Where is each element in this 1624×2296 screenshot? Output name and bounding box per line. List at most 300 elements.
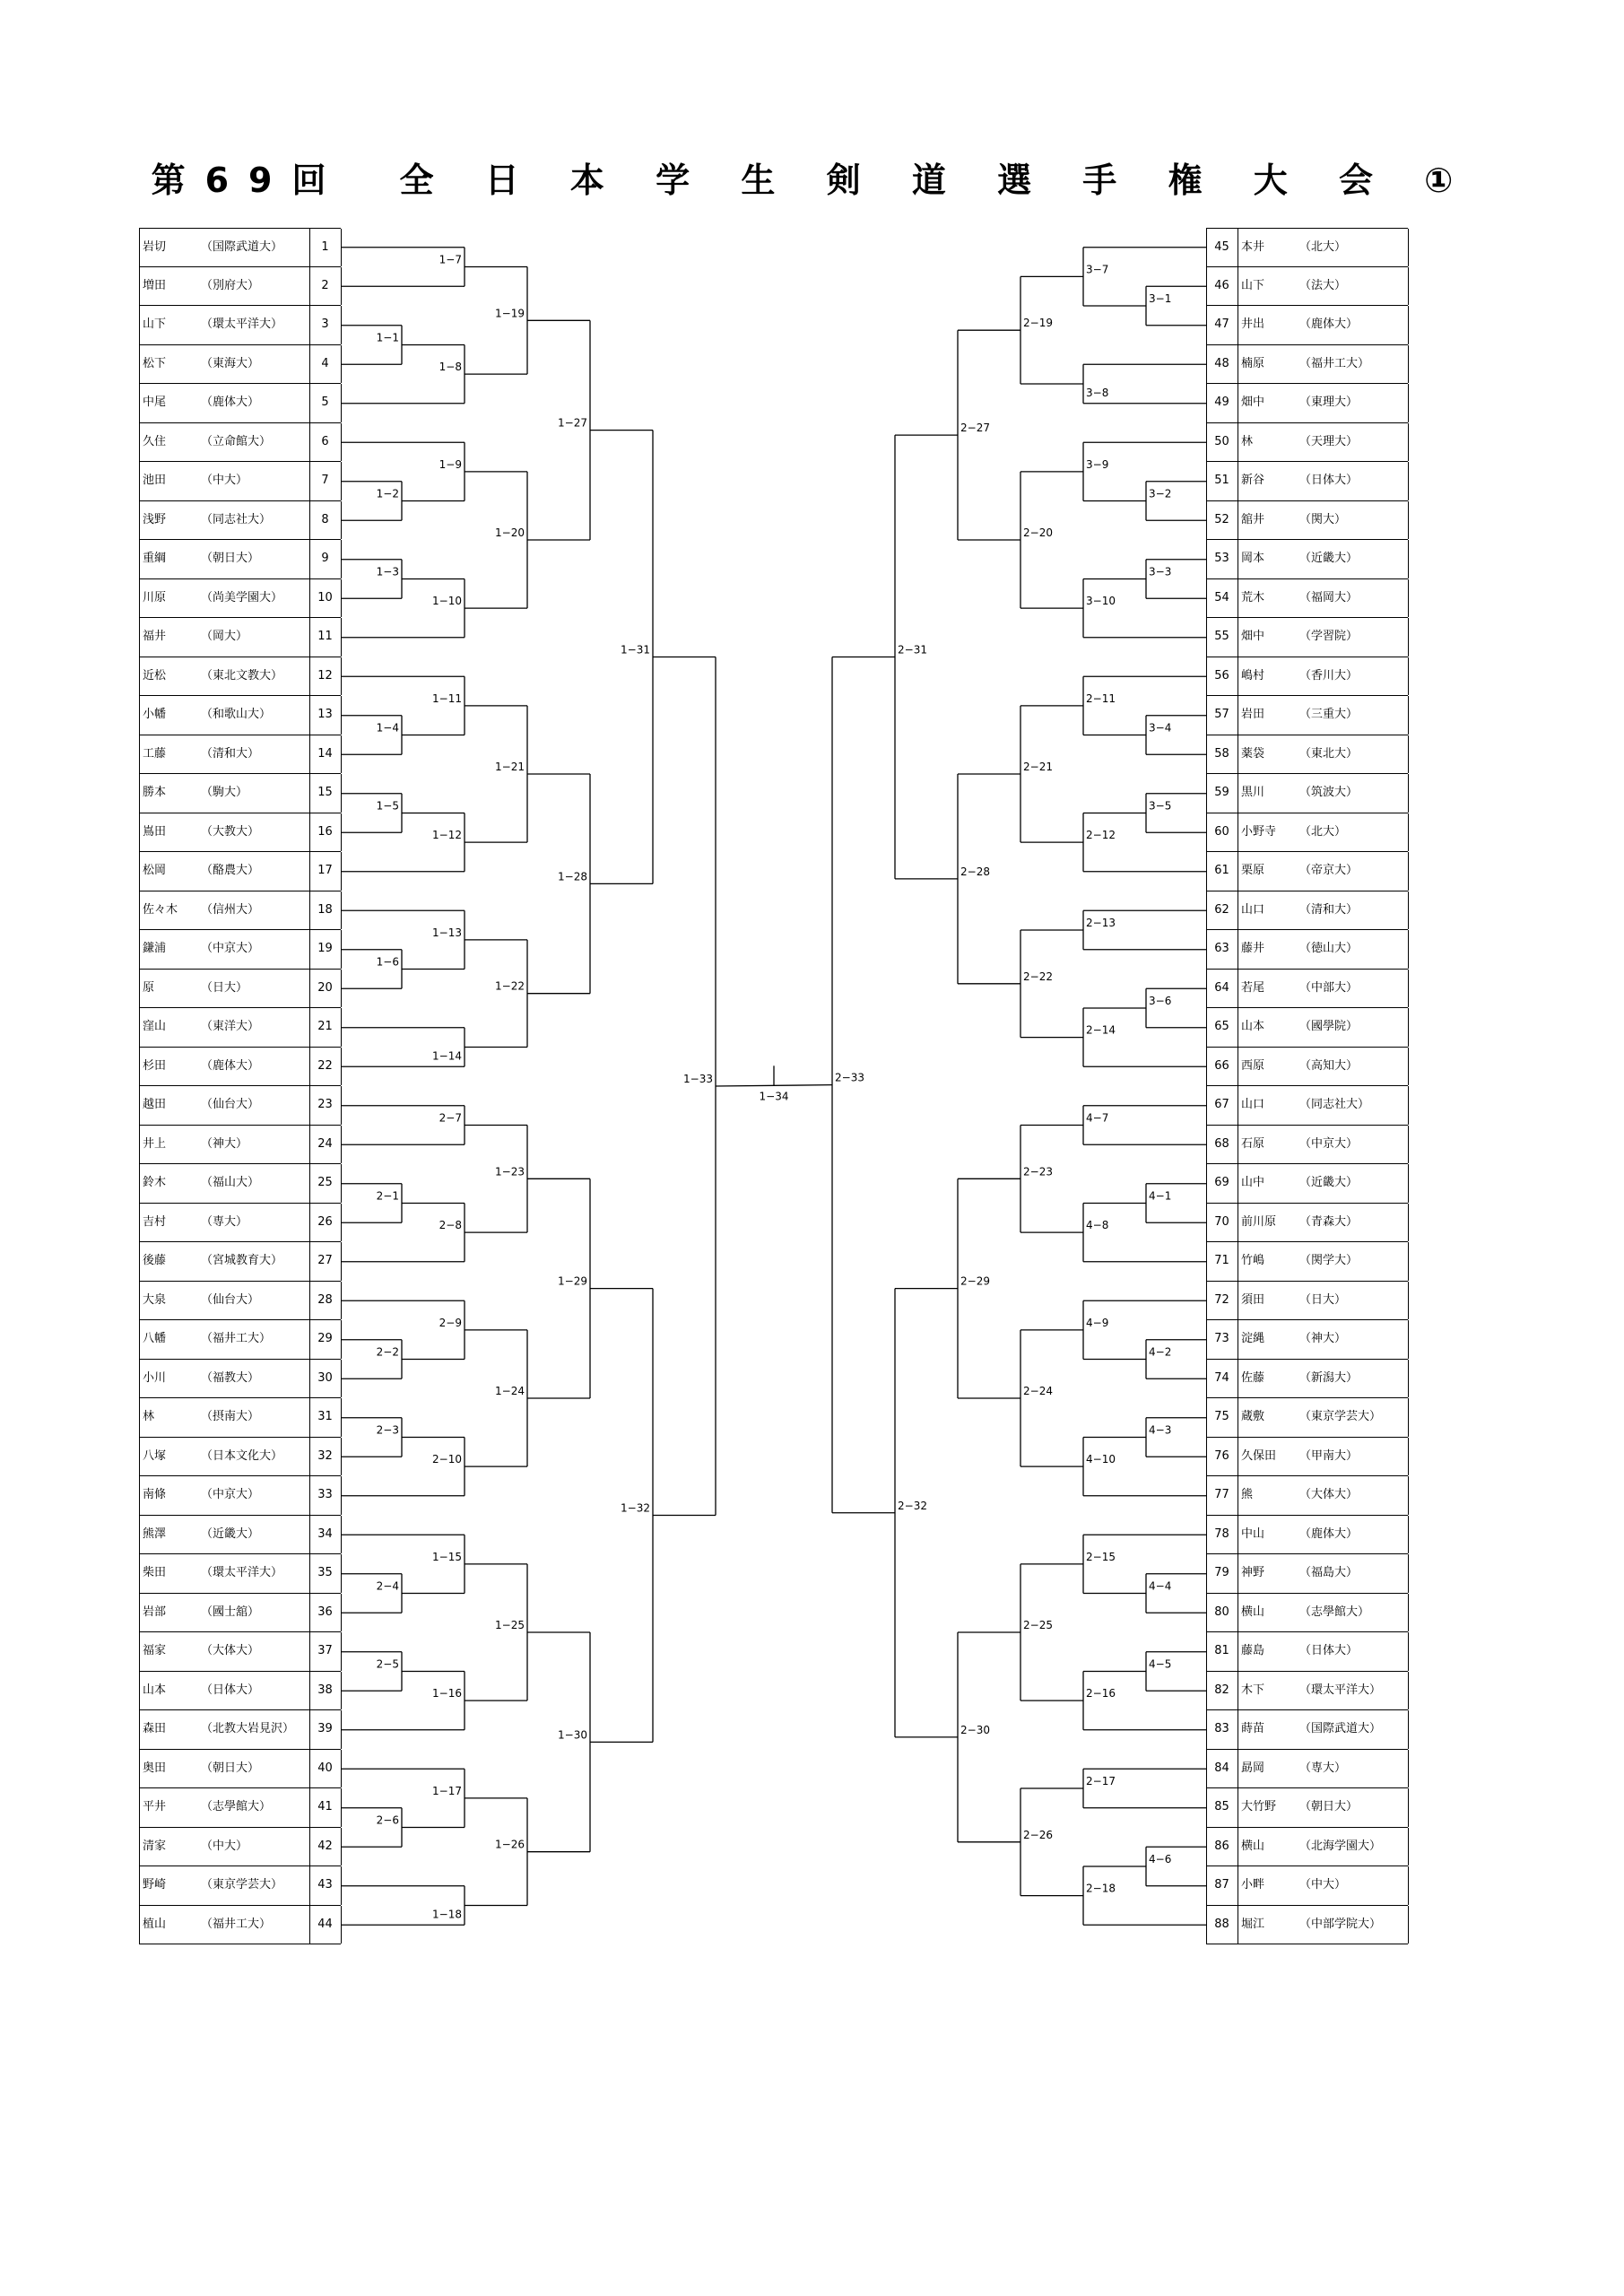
player-name: 植山: [143, 1917, 167, 1931]
player-name: 増田: [143, 278, 167, 292]
player-name: 柴田: [143, 1566, 167, 1579]
player-school: （東海大）: [201, 356, 260, 370]
match-label: 1−10: [432, 595, 462, 608]
player-name: 久住: [143, 434, 167, 448]
player-name: 薬袋: [1241, 746, 1265, 761]
player-school: （東北文教大）: [201, 668, 283, 683]
player-school: （日大）: [201, 980, 248, 995]
seed-number: 40: [317, 1761, 333, 1775]
seed-number: 30: [317, 1370, 333, 1385]
match-label: 4−10: [1086, 1453, 1116, 1466]
player-school: （高知大）: [1299, 1058, 1359, 1073]
seed-number: 51: [1214, 474, 1229, 487]
player-school: （環太平洋大）: [1299, 1683, 1382, 1697]
seed-number: 9: [321, 552, 329, 565]
seed-number: 61: [1214, 864, 1229, 877]
seed-number: 87: [1214, 1878, 1229, 1892]
match-label: 1−23: [495, 1165, 525, 1178]
seed-number: 80: [1214, 1605, 1229, 1619]
player-school: （近畿大）: [1299, 1176, 1359, 1189]
seed-number: 88: [1214, 1917, 1229, 1931]
player-name: 中尾: [143, 396, 167, 409]
player-school: （朝日大）: [201, 1761, 260, 1775]
player-name: 竹嶋: [1241, 1254, 1265, 1267]
player-name: 奥田: [143, 1761, 167, 1775]
match-label: 1−13: [432, 926, 462, 939]
player-school: （中京大）: [1299, 1136, 1359, 1151]
player-school: （中大）: [1299, 1878, 1347, 1892]
player-school: （北海学園大）: [1299, 1839, 1382, 1853]
player-name: 越田: [143, 1098, 167, 1111]
player-school: （大体大）: [1299, 1488, 1359, 1501]
player-school: （尚美学園大）: [201, 590, 283, 604]
player-name: 山本: [1241, 1020, 1265, 1033]
player-school: （東京学芸大）: [201, 1878, 283, 1892]
player-name: 嶋村: [1241, 668, 1265, 683]
match-label: 2−12: [1086, 829, 1116, 842]
player-name: 山本: [143, 1683, 167, 1697]
player-school: （大体大）: [201, 1644, 260, 1657]
seed-number: 44: [317, 1917, 333, 1931]
player-school: （青森大）: [1299, 1214, 1359, 1229]
player-name: 松岡: [143, 864, 167, 877]
seed-number: 17: [317, 864, 333, 877]
player-name: 須田: [1241, 1292, 1265, 1307]
player-school: （朝日大）: [1299, 1800, 1359, 1813]
player-school: （信州大）: [201, 902, 260, 917]
match-label: 3−1: [1149, 292, 1172, 305]
match-label: 1−29: [558, 1274, 587, 1288]
player-school: （酪農大）: [201, 864, 260, 877]
match-label: 2−15: [1086, 1550, 1116, 1563]
match-label: 1−25: [495, 1619, 525, 1631]
player-name: 勗岡: [1241, 1761, 1265, 1775]
match-label: 1−12: [432, 829, 462, 842]
match-label: 2−19: [1023, 317, 1053, 330]
player-name: 黒川: [1241, 786, 1265, 799]
match-label: 2−20: [1023, 526, 1053, 539]
player-school: （環太平洋大）: [201, 317, 283, 331]
match-label: 2−1: [376, 1189, 399, 1203]
match-label: 1−20: [495, 526, 525, 539]
match-label: 1−4: [376, 721, 399, 735]
seed-number: 74: [1214, 1370, 1229, 1385]
player-school: （東理大）: [1299, 396, 1359, 409]
player-name: 若尾: [1241, 980, 1265, 995]
seed-number: 22: [317, 1058, 333, 1073]
seed-number: 36: [317, 1605, 333, 1619]
player-name: 清家: [143, 1839, 167, 1853]
player-school: （専大）: [1299, 1761, 1347, 1775]
match-label: 2−13: [1086, 917, 1116, 929]
player-name: 原: [143, 980, 155, 995]
match-label: 1−6: [376, 955, 399, 969]
match-label: 4−4: [1149, 1579, 1172, 1593]
seed-number: 25: [317, 1176, 333, 1189]
match-label: 1−7: [439, 253, 462, 266]
player-school: （鹿体大）: [1299, 317, 1359, 331]
match-label: 2−26: [1023, 1828, 1053, 1841]
player-name: 山中: [1241, 1176, 1265, 1189]
seed-number: 79: [1214, 1566, 1229, 1579]
player-name: 石原: [1241, 1136, 1265, 1151]
player-name: 横山: [1241, 1605, 1265, 1619]
seed-number: 65: [1214, 1020, 1229, 1033]
match-label: 1−21: [495, 761, 525, 773]
player-school: （福井工大）: [1299, 356, 1370, 370]
match-label: 2−28: [960, 865, 990, 878]
seed-number: 83: [1214, 1722, 1229, 1735]
match-label: 1−22: [495, 979, 525, 993]
seed-number: 21: [317, 1020, 333, 1033]
seed-number: 72: [1214, 1292, 1229, 1307]
player-school: （志學館大）: [201, 1800, 272, 1813]
player-school: （北大）: [1299, 240, 1347, 254]
match-label: 1−9: [439, 457, 462, 471]
seed-number: 45: [1214, 240, 1229, 254]
match-label: 2−25: [1023, 1619, 1053, 1631]
player-name: 小野寺: [1241, 824, 1277, 839]
seed-number: 75: [1214, 1410, 1229, 1423]
player-name: 堀江: [1241, 1917, 1265, 1931]
match-label: 1−5: [376, 799, 399, 813]
match-label: 4−3: [1149, 1423, 1172, 1437]
match-label: 1−31: [621, 643, 650, 657]
seed-number: 59: [1214, 786, 1229, 799]
seed-number: 66: [1214, 1058, 1229, 1073]
seed-number: 69: [1214, 1176, 1229, 1189]
seed-number: 26: [317, 1214, 333, 1229]
player-school: （神大）: [201, 1136, 248, 1151]
seed-number: 77: [1214, 1488, 1229, 1501]
match-label: 1−15: [432, 1550, 462, 1563]
player-school: （天理大）: [1299, 434, 1359, 448]
player-school: （鹿体大）: [201, 396, 260, 409]
player-name: 小川: [143, 1370, 167, 1385]
seed-number: 48: [1214, 356, 1229, 370]
player-name: 畑中: [1241, 396, 1265, 409]
player-school: （神大）: [1299, 1332, 1347, 1345]
player-school: （中部学院大）: [1299, 1917, 1382, 1931]
player-school: （大教大）: [201, 824, 260, 839]
seed-number: 16: [317, 824, 333, 839]
match-label: 2−8: [439, 1219, 462, 1232]
player-school: （駒大）: [201, 786, 248, 799]
player-name: 佐々木: [143, 902, 178, 917]
match-label: 1−8: [439, 361, 462, 374]
player-name: 藤島: [1241, 1644, 1265, 1657]
player-school: （新潟大）: [1299, 1370, 1359, 1385]
match-label: 2−16: [1086, 1687, 1116, 1700]
match-label: 1−32: [621, 1501, 650, 1515]
match-label: 1−11: [432, 691, 462, 705]
player-school: （和歌山大）: [201, 708, 272, 721]
player-school: （福岡大）: [1299, 590, 1359, 604]
match-label: 2−4: [376, 1579, 399, 1593]
match-label: 2−18: [1086, 1882, 1116, 1895]
match-label: 3−6: [1149, 995, 1172, 1007]
player-name: 吉村: [143, 1214, 167, 1229]
player-school: （筑波大）: [1299, 786, 1359, 799]
player-school: （立命館大）: [201, 434, 272, 448]
match-label: 4−8: [1086, 1219, 1109, 1232]
player-name: 小畔: [1241, 1878, 1265, 1892]
seed-number: 35: [317, 1566, 333, 1579]
seed-number: 55: [1214, 630, 1229, 643]
player-name: 岩切: [143, 240, 167, 254]
seed-number: 11: [317, 630, 333, 643]
player-name: 久保田: [1241, 1448, 1277, 1463]
player-school: （関学大）: [1299, 1254, 1359, 1267]
player-name: 小幡: [143, 708, 167, 721]
match-label: 1−1: [376, 331, 399, 344]
player-name: 松下: [143, 356, 167, 370]
player-school: （徳山大）: [1299, 942, 1359, 955]
seed-number: 84: [1214, 1761, 1229, 1775]
player-name: 池田: [143, 474, 167, 487]
seed-number: 6: [321, 434, 329, 448]
match-label: 2−30: [960, 1723, 990, 1736]
player-school: （岡大）: [201, 630, 248, 643]
player-school: （国際武道大）: [1299, 1722, 1382, 1735]
seed-number: 3: [321, 317, 329, 331]
player-name: 林: [1241, 434, 1254, 448]
player-school: （日体大）: [1299, 1644, 1359, 1657]
player-school: （中京大）: [201, 942, 260, 955]
player-name: 蔵敷: [1241, 1410, 1265, 1423]
player-school: （国際武道大）: [201, 240, 283, 254]
seed-number: 85: [1214, 1800, 1229, 1813]
player-name: 重綱: [143, 552, 167, 565]
seed-number: 42: [317, 1839, 333, 1853]
seed-number: 20: [317, 980, 333, 995]
match-label: 4−5: [1149, 1657, 1172, 1671]
player-name: 井出: [1241, 317, 1265, 331]
match-label: 1−27: [558, 416, 587, 430]
player-name: 前川原: [1241, 1214, 1277, 1229]
seed-number: 68: [1214, 1136, 1229, 1151]
player-name: 岩部: [143, 1605, 167, 1619]
seed-number: 86: [1214, 1839, 1229, 1853]
player-school: （清和大）: [201, 746, 260, 761]
player-school: （仙台大）: [201, 1292, 260, 1307]
match-label: 2−22: [1023, 970, 1053, 983]
match-label: 2−14: [1086, 1023, 1116, 1037]
player-school: （鹿体大）: [1299, 1526, 1359, 1541]
seed-number: 38: [317, 1683, 333, 1697]
player-school: （東北大）: [1299, 746, 1359, 761]
page-title: 第69回 全 日 本 学 生 剣 道 選 手 権 大 会 ①: [151, 161, 1473, 200]
player-name: 福井: [143, 630, 167, 643]
match-label: 1−19: [495, 307, 525, 320]
seed-number: 56: [1214, 668, 1229, 683]
player-name: 平井: [143, 1800, 167, 1813]
match-label: 3−10: [1086, 595, 1116, 608]
match-label: 1−33: [683, 1073, 713, 1085]
player-school: （北大）: [1299, 824, 1347, 839]
match-label: 3−4: [1149, 721, 1172, 735]
player-school: （中京大）: [201, 1488, 260, 1501]
seed-number: 2: [321, 278, 329, 292]
player-name: 岩田: [1241, 708, 1265, 721]
seed-number: 62: [1214, 902, 1229, 917]
seed-number: 23: [317, 1098, 333, 1111]
seed-number: 34: [317, 1526, 333, 1541]
player-name: 福家: [143, 1644, 167, 1657]
player-name: 嶌田: [143, 824, 167, 839]
match-label: 2−11: [1086, 691, 1116, 705]
player-name: 岡本: [1241, 552, 1265, 565]
player-school: （中大）: [201, 1839, 248, 1853]
match-label: 2−33: [835, 1071, 864, 1084]
seed-number: 52: [1214, 512, 1229, 526]
seed-number: 76: [1214, 1448, 1229, 1463]
player-school: （福井工大）: [201, 1332, 272, 1345]
seed-number: 8: [321, 512, 329, 526]
seed-number: 39: [317, 1722, 333, 1735]
match-label: 1−3: [376, 565, 399, 578]
player-name: 畑中: [1241, 630, 1265, 643]
seed-number: 78: [1214, 1526, 1229, 1541]
match-label: 1−17: [432, 1784, 462, 1797]
player-school: （三重大）: [1299, 708, 1359, 721]
match-label: 2−29: [960, 1274, 990, 1288]
player-name: 南條: [143, 1488, 167, 1501]
seed-number: 60: [1214, 824, 1229, 839]
player-school: （宮城教育大）: [201, 1254, 283, 1267]
player-name: 杉田: [143, 1058, 167, 1073]
player-name: 川原: [143, 590, 167, 604]
match-label: 1−16: [432, 1687, 462, 1700]
player-school: （日体大）: [1299, 474, 1359, 487]
player-school: （東京学芸大）: [1299, 1410, 1382, 1423]
seed-number: 47: [1214, 317, 1229, 331]
match-label: 3−5: [1149, 799, 1172, 813]
player-school: （福山大）: [201, 1176, 260, 1189]
match-label: 1−14: [432, 1049, 462, 1063]
player-name: 熊澤: [143, 1526, 167, 1541]
match-label: 4−9: [1086, 1316, 1109, 1329]
match-label: 2−10: [432, 1453, 462, 1466]
player-school: （関大）: [1299, 512, 1347, 526]
player-name: 蒔苗: [1241, 1722, 1265, 1735]
player-school: （同志社大）: [1299, 1098, 1370, 1111]
match-label: 4−1: [1149, 1189, 1172, 1203]
player-school: （香川大）: [1299, 668, 1359, 683]
match-label: 4−6: [1149, 1853, 1172, 1866]
seed-number: 73: [1214, 1332, 1229, 1345]
player-school: （甲南大）: [1299, 1448, 1359, 1463]
player-name: 新谷: [1241, 474, 1265, 487]
player-school: （仙台大）: [201, 1098, 260, 1111]
player-school: （福教大）: [201, 1370, 260, 1385]
player-school: （摂南大）: [201, 1410, 260, 1423]
seed-number: 19: [317, 942, 333, 955]
player-school: （北教大岩見沢）: [201, 1722, 295, 1735]
player-name: 大竹野: [1241, 1800, 1277, 1813]
match-label: 1−18: [432, 1908, 462, 1921]
player-school: （別府大）: [201, 278, 260, 292]
match-label: 1−34: [759, 1090, 789, 1103]
player-school: （清和大）: [1299, 902, 1359, 917]
player-name: 荒木: [1241, 590, 1265, 604]
match-label: 2−3: [376, 1423, 399, 1437]
player-school: （学習院）: [1299, 630, 1359, 643]
player-school: （環太平洋大）: [201, 1566, 283, 1579]
player-name: 窪山: [143, 1020, 167, 1033]
seed-number: 14: [317, 746, 333, 761]
seed-number: 57: [1214, 708, 1229, 721]
match-label: 2−32: [898, 1499, 927, 1512]
player-school: （近畿大）: [201, 1526, 260, 1541]
match-label: 2−7: [439, 1111, 462, 1125]
match-label: 2−24: [1023, 1385, 1053, 1397]
seed-number: 63: [1214, 942, 1229, 955]
seed-number: 46: [1214, 278, 1229, 292]
seed-number: 43: [317, 1878, 333, 1892]
match-label: 1−2: [376, 487, 399, 500]
seed-number: 50: [1214, 434, 1229, 448]
seed-number: 41: [317, 1800, 333, 1813]
player-school: （中大）: [201, 474, 248, 487]
match-label: 3−3: [1149, 565, 1172, 578]
player-name: 山下: [1241, 278, 1265, 292]
match-label: 3−7: [1086, 263, 1109, 276]
seed-number: 10: [317, 590, 333, 604]
player-name: 八塚: [143, 1448, 167, 1463]
match-label: 2−9: [439, 1316, 462, 1329]
match-label: 4−2: [1149, 1345, 1172, 1359]
seed-number: 71: [1214, 1254, 1229, 1267]
seed-number: 13: [317, 708, 333, 721]
player-name: 中山: [1241, 1526, 1265, 1541]
player-name: 横山: [1241, 1839, 1265, 1853]
seed-number: 4: [321, 356, 329, 370]
seed-number: 12: [317, 668, 333, 683]
match-label: 3−9: [1086, 457, 1109, 471]
match-label: 2−23: [1023, 1165, 1053, 1178]
match-label: 3−2: [1149, 487, 1172, 500]
player-school: （國士舘）: [201, 1605, 260, 1619]
player-school: （帝京大）: [1299, 864, 1359, 877]
player-school: （朝日大）: [201, 552, 260, 565]
match-label: 2−5: [376, 1657, 399, 1671]
seed-number: 70: [1214, 1214, 1229, 1229]
player-school: （志學館大）: [1299, 1605, 1370, 1619]
match-label: 4−7: [1086, 1111, 1109, 1125]
match-label: 2−2: [376, 1345, 399, 1359]
seed-number: 32: [317, 1448, 333, 1463]
player-school: （福島大）: [1299, 1566, 1359, 1579]
player-name: 山口: [1241, 902, 1265, 917]
player-name: 大泉: [143, 1292, 167, 1307]
match-label: 2−6: [376, 1813, 399, 1827]
seed-number: 28: [317, 1292, 333, 1307]
seed-number: 33: [317, 1488, 333, 1501]
seed-number: 81: [1214, 1644, 1229, 1657]
seed-number: 18: [317, 902, 333, 917]
player-name: 木下: [1241, 1683, 1265, 1697]
player-name: 舘井: [1241, 512, 1265, 526]
player-name: 森田: [143, 1722, 167, 1735]
seed-number: 58: [1214, 746, 1229, 761]
seed-number: 5: [321, 396, 329, 409]
player-name: 本井: [1241, 240, 1265, 254]
player-school: （同志社大）: [201, 512, 272, 526]
seed-number: 31: [317, 1410, 333, 1423]
player-name: 佐藤: [1241, 1370, 1265, 1385]
seed-number: 29: [317, 1332, 333, 1345]
